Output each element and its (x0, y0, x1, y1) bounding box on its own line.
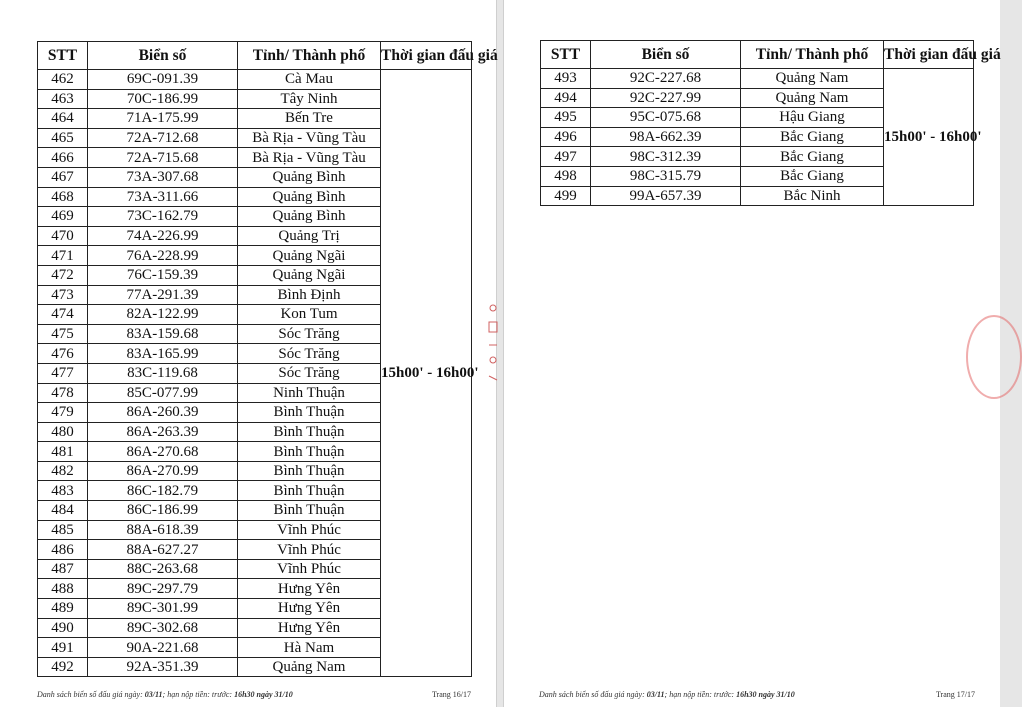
document-page-17 (503, 0, 1000, 707)
cell-province: Bắc Giang (741, 127, 884, 147)
cell-province: Quảng Bình (238, 207, 381, 227)
cell-stt: 485 (38, 520, 88, 540)
header-stt: STT (38, 42, 88, 70)
cell-plate: 98C-312.39 (591, 147, 741, 167)
cell-stt: 478 (38, 383, 88, 403)
cell-stt: 463 (38, 89, 88, 109)
footer-date: 03/11 (646, 690, 665, 699)
cell-province: Bình Định (238, 285, 381, 305)
cell-plate: 76A-228.99 (88, 246, 238, 266)
footer-middle: ; hạn nộp tiền: trước: (162, 690, 233, 699)
cell-stt: 484 (38, 501, 88, 521)
cell-stt: 474 (38, 305, 88, 325)
cell-stt: 468 (38, 187, 88, 207)
cell-province: Bình Thuận (238, 422, 381, 442)
cell-plate: 72A-715.68 (88, 148, 238, 168)
footer-prefix: Danh sách biển số đấu giá ngày: (37, 690, 143, 699)
cell-plate: 83A-159.68 (88, 324, 238, 344)
cell-plate: 86A-263.39 (88, 422, 238, 442)
cell-stt: 499 (541, 186, 591, 206)
cell-province: Quảng Bình (238, 187, 381, 207)
table-body-left (38, 70, 479, 677)
cell-plate: 83A-165.99 (88, 344, 238, 364)
table-header-row (38, 42, 472, 70)
footer-date: 03/11 (144, 690, 163, 699)
cell-province: Bình Thuận (238, 403, 381, 423)
cell-stt: 497 (541, 147, 591, 167)
cell-province: Quảng Ngãi (238, 246, 381, 266)
cell-stt: 482 (38, 461, 88, 481)
cell-plate: 69C-091.39 (88, 70, 238, 90)
cell-province: Vĩnh Phúc (238, 540, 381, 560)
table-row (38, 70, 472, 90)
cell-province: Tây Ninh (238, 89, 381, 109)
cell-plate: 73A-307.68 (88, 167, 238, 187)
cell-plate: 98C-315.79 (591, 166, 741, 186)
table-body-right (541, 69, 982, 206)
cell-province: Kon Tum (238, 305, 381, 325)
page-number: Trang 16/17 (431, 690, 471, 699)
cell-plate: 77A-291.39 (88, 285, 238, 305)
cell-stt: 477 (38, 363, 88, 383)
header-stt: STT (541, 41, 591, 69)
cell-province: Sóc Trăng (238, 324, 381, 344)
cell-province: Bình Thuận (238, 481, 381, 501)
cell-plate: 86C-186.99 (88, 501, 238, 521)
table-row (541, 69, 974, 89)
cell-province: Vĩnh Phúc (238, 520, 381, 540)
page-number: Trang 17/17 (935, 690, 975, 699)
cell-province: Bình Thuận (238, 461, 381, 481)
cell-province: Hưng Yên (238, 599, 381, 619)
plate-auction-table-left (37, 41, 498, 677)
cell-stt: 486 (38, 540, 88, 560)
cell-stt: 479 (38, 403, 88, 423)
cell-province: Bắc Ninh (741, 186, 884, 206)
header-time: Thời gian đấu giá (381, 42, 472, 70)
cell-plate: 86A-270.68 (88, 442, 238, 462)
plate-auction-table-right (540, 40, 1001, 206)
cell-province: Bình Thuận (238, 442, 381, 462)
cell-province: Cà Mau (238, 70, 381, 90)
cell-plate: 82A-122.99 (88, 305, 238, 325)
cell-plate: 70C-186.99 (88, 89, 238, 109)
cell-province: Quảng Bình (238, 167, 381, 187)
cell-plate: 74A-226.99 (88, 226, 238, 246)
cell-province: Bà Rịa - Vũng Tàu (238, 148, 381, 168)
cell-stt: 490 (38, 618, 88, 638)
cell-stt: 491 (38, 638, 88, 658)
cell-province: Hậu Giang (741, 108, 884, 128)
cell-plate: 89C-301.99 (88, 599, 238, 619)
red-seal-stamp (966, 315, 1022, 399)
cell-plate: 88A-627.27 (88, 540, 238, 560)
header-plate: Biển số (88, 42, 238, 70)
cell-auction-time: 15h00' - 16h00' (884, 69, 974, 206)
cell-stt: 493 (541, 69, 591, 89)
cell-plate: 99A-657.39 (591, 186, 741, 206)
cell-province: Quảng Nam (741, 69, 884, 89)
cell-plate: 92C-227.68 (591, 69, 741, 89)
cell-province: Bắc Giang (741, 147, 884, 167)
cell-plate: 88A-618.39 (88, 520, 238, 540)
cell-stt: 495 (541, 108, 591, 128)
cell-plate: 73A-311.66 (88, 187, 238, 207)
cell-auction-time: 15h00' - 16h00' (381, 70, 472, 677)
cell-stt: 498 (541, 166, 591, 186)
cell-plate: 86A-270.99 (88, 461, 238, 481)
cell-stt: 472 (38, 265, 88, 285)
cell-stt: 481 (38, 442, 88, 462)
cell-stt: 483 (38, 481, 88, 501)
cell-province: Quảng Trị (238, 226, 381, 246)
cell-province: Hưng Yên (238, 618, 381, 638)
cell-stt: 489 (38, 599, 88, 619)
cell-stt: 471 (38, 246, 88, 266)
cell-plate: 95C-075.68 (591, 108, 741, 128)
cell-province: Ninh Thuận (238, 383, 381, 403)
cell-stt: 476 (38, 344, 88, 364)
cell-stt: 470 (38, 226, 88, 246)
cell-plate: 83C-119.68 (88, 363, 238, 383)
cell-plate: 86A-260.39 (88, 403, 238, 423)
cell-stt: 488 (38, 579, 88, 599)
header-province: Tỉnh/ Thành phố (741, 41, 884, 69)
cell-province: Sóc Trăng (238, 363, 381, 383)
cell-stt: 473 (38, 285, 88, 305)
cell-province: Sóc Trăng (238, 344, 381, 364)
cell-province: Bắc Giang (741, 166, 884, 186)
cell-province: Quảng Nam (238, 657, 381, 677)
footer-prefix: Danh sách biển số đấu giá ngày: (539, 690, 645, 699)
cell-plate: 88C-263.68 (88, 559, 238, 579)
cell-stt: 464 (38, 109, 88, 129)
cell-stt: 467 (38, 167, 88, 187)
cell-stt: 462 (38, 70, 88, 90)
cell-province: Bến Tre (238, 109, 381, 129)
cell-plate: 72A-712.68 (88, 128, 238, 148)
cell-stt: 480 (38, 422, 88, 442)
cell-stt: 494 (541, 88, 591, 108)
cell-province: Quảng Ngãi (238, 265, 381, 285)
cell-stt: 466 (38, 148, 88, 168)
cell-plate: 73C-162.79 (88, 207, 238, 227)
cell-stt: 475 (38, 324, 88, 344)
footer-deadline: 16h30 ngày 31/10 (736, 690, 795, 699)
cell-province: Hà Nam (238, 638, 381, 658)
cell-plate: 86C-182.79 (88, 481, 238, 501)
margin-stamp-marks (486, 300, 500, 390)
header-time: Thời gian đấu giá (884, 41, 974, 69)
cell-stt: 487 (38, 559, 88, 579)
cell-province: Bình Thuận (238, 501, 381, 521)
cell-plate: 89C-297.79 (88, 579, 238, 599)
footer-note (37, 690, 293, 699)
footer-note (539, 690, 795, 699)
cell-plate: 71A-175.99 (88, 109, 238, 129)
cell-plate: 89C-302.68 (88, 618, 238, 638)
cell-province: Bà Rịa - Vũng Tàu (238, 128, 381, 148)
footer-deadline: 16h30 ngày 31/10 (234, 690, 293, 699)
cell-plate: 76C-159.39 (88, 265, 238, 285)
cell-plate: 92A-351.39 (88, 657, 238, 677)
cell-province: Quảng Nam (741, 88, 884, 108)
header-plate: Biển số (591, 41, 741, 69)
cell-plate: 98A-662.39 (591, 127, 741, 147)
cell-plate: 90A-221.68 (88, 638, 238, 658)
cell-stt: 492 (38, 657, 88, 677)
cell-province: Hưng Yên (238, 579, 381, 599)
cell-stt: 465 (38, 128, 88, 148)
table-header-row (541, 41, 974, 69)
cell-plate: 92C-227.99 (591, 88, 741, 108)
header-province: Tỉnh/ Thành phố (238, 42, 381, 70)
cell-stt: 469 (38, 207, 88, 227)
footer-middle: ; hạn nộp tiền: trước: (664, 690, 735, 699)
cell-stt: 496 (541, 127, 591, 147)
document-page-16 (0, 0, 497, 707)
cell-plate: 85C-077.99 (88, 383, 238, 403)
cell-province: Vĩnh Phúc (238, 559, 381, 579)
